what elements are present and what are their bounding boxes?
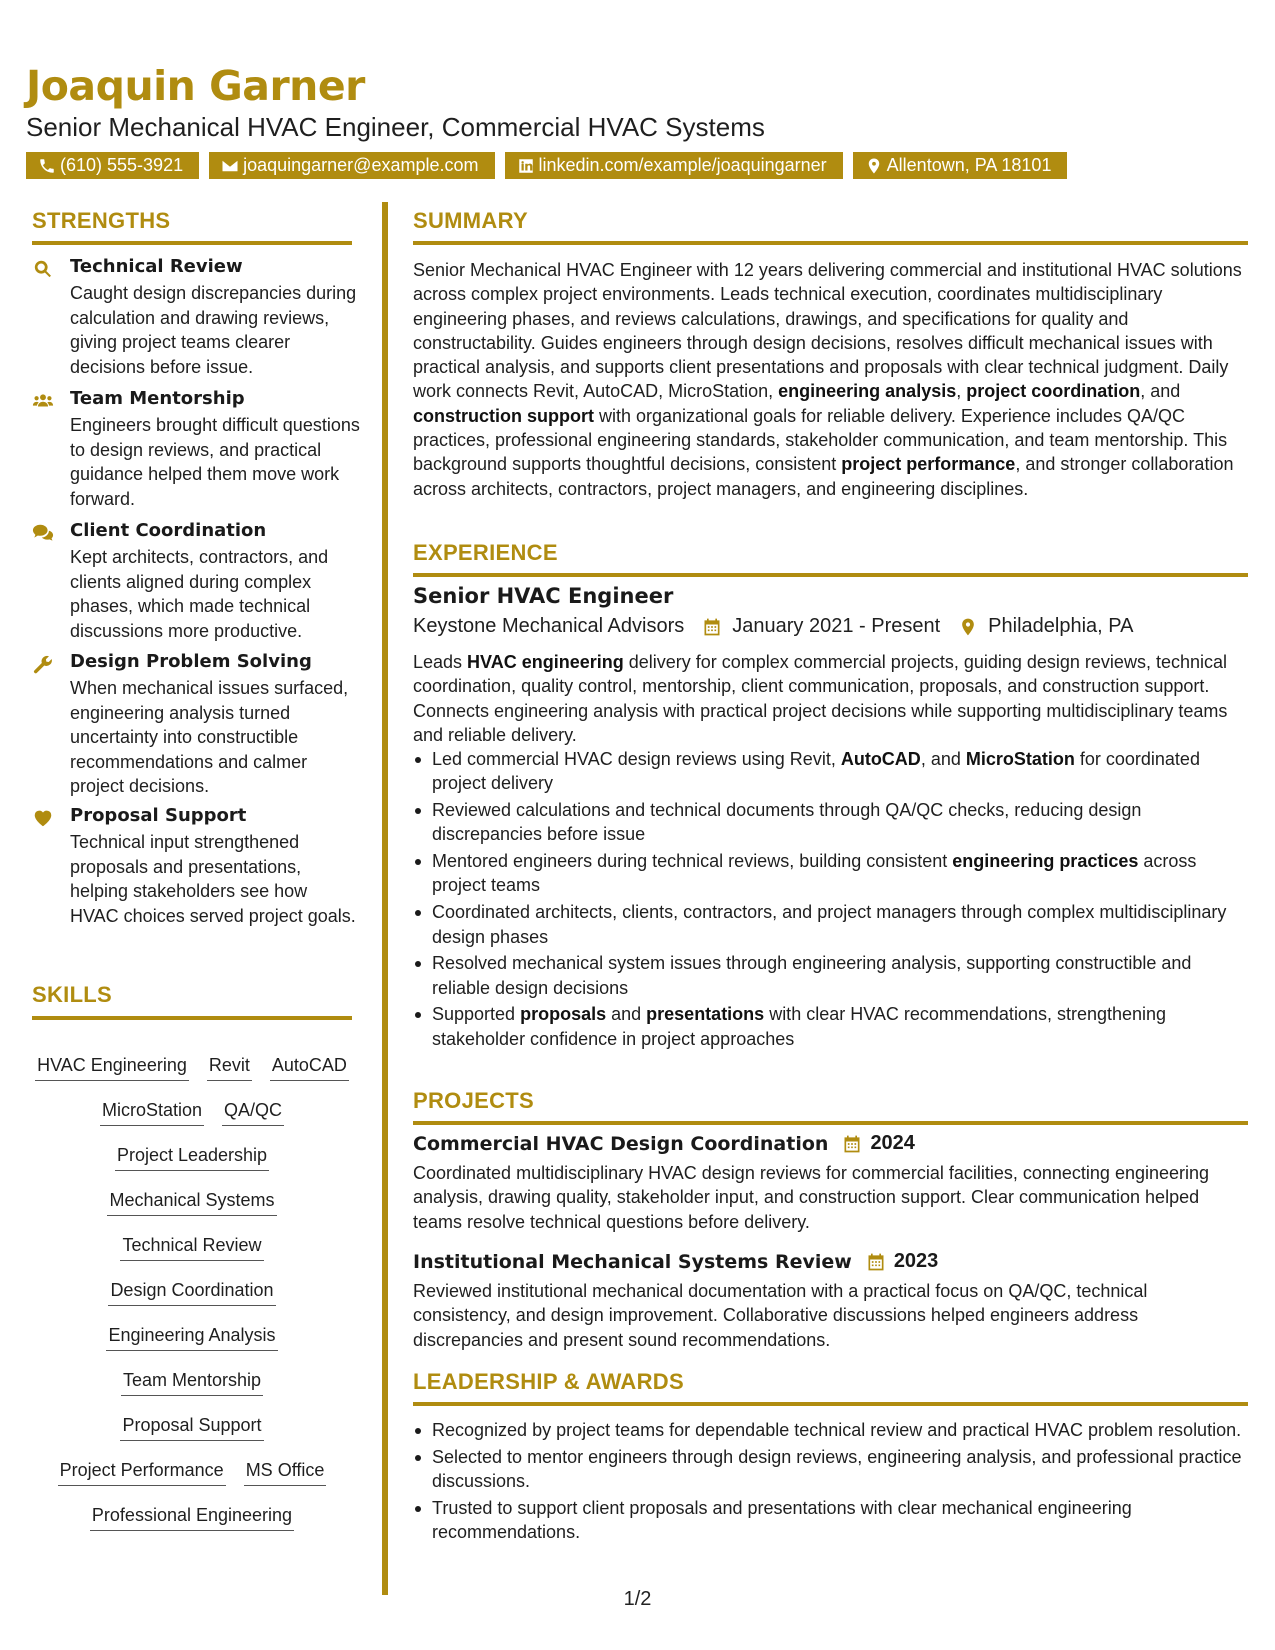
contact-email-text: joaquingarner@example.com	[243, 155, 479, 175]
contact-linkedin-text: linkedin.com/example/joaquingarner	[538, 155, 827, 175]
contact-bar	[26, 152, 1067, 179]
summary-rule	[413, 241, 1248, 245]
page-number: 1/2	[623, 1588, 652, 1610]
experience-rule	[413, 573, 1248, 577]
skill-tag: QA/QC	[222, 1100, 284, 1126]
leadership-bullet: Recognized by project teams for dependable technical review and practical HVAC problem resolution.	[413, 1418, 1248, 1442]
strength-desc: Caught design discrepancies during calculation and drawing reviews, giving project teams clearer decisions before issue.	[70, 283, 357, 377]
leadership-heading: LEADERSHIP & AWARDS	[413, 1369, 684, 1394]
leadership-bullet: Trusted to support client proposals and presentations with clear mechanical engineering recommendations.	[413, 1496, 1248, 1545]
job-bullet: Coordinated architects, clients, contractors, and project managers through complex multidisciplinary design phases	[413, 900, 1248, 949]
job-intro: Leads HVAC engineering delivery for complex commercial projects, guiding design reviews, technical coordination, quality control, mentorship, client communication, proposals, and construction support. Connects engineering analysis with practical project decisions while supporting multidisciplinary teams and reliable delivery.	[413, 652, 1228, 745]
calendar-icon	[842, 1134, 862, 1154]
skill-tag: MS Office	[244, 1460, 327, 1486]
skill-tag: Engineering Analysis	[106, 1325, 277, 1351]
project-year: 2023	[893, 1250, 939, 1272]
contact-phone-text: (610) 555-3921	[60, 155, 184, 175]
skill-tag: MicroStation	[100, 1100, 204, 1126]
job-bullet: Led commercial HVAC design reviews using Revit, AutoCAD, and MicroStation for coordinated project delivery	[413, 747, 1248, 796]
strength-title: Design Problem Solving	[70, 651, 312, 672]
strengths-rule	[32, 241, 352, 245]
skills-list	[32, 1055, 352, 1550]
project-desc: Coordinated multidisciplinary HVAC design reviews for commercial facilities, connecting engineering analysis, drawing quality, stakeholder input, and construction support. Clear communication helped teams resolve technical questions before delivery.	[413, 1163, 1210, 1232]
project-title-row	[413, 1250, 938, 1273]
project-title: Commercial HVAC Design Coordination	[413, 1132, 829, 1155]
comments-icon	[32, 522, 54, 544]
job-location: Philadelphia, PA	[988, 615, 1134, 637]
strength-desc: Engineers brought difficult questions to design reviews, and practical guidance helped them move work forward.	[70, 415, 360, 509]
skill-tag: Mechanical Systems	[107, 1190, 276, 1216]
skill-tag: Design Coordination	[108, 1280, 275, 1306]
skill-tag: Proposal Support	[120, 1415, 263, 1441]
contact-email[interactable]	[209, 152, 494, 179]
job-title: Senior HVAC Engineer	[413, 584, 674, 608]
job-dates: January 2021 - Present	[732, 615, 941, 637]
strength-title: Client Coordination	[70, 520, 267, 541]
contact-location-text: Allentown, PA 18101	[886, 155, 1052, 175]
skill-tag: Technical Review	[120, 1235, 263, 1261]
wrench-icon	[32, 653, 54, 675]
map-pin-icon	[958, 617, 978, 637]
users-icon	[32, 390, 54, 412]
experience-heading: EXPERIENCE	[413, 540, 558, 565]
skill-tag: Project Performance	[58, 1460, 226, 1486]
heart-icon	[32, 807, 54, 829]
skills-heading: SKILLS	[32, 982, 113, 1007]
leadership-bullet: Selected to mentor engineers through design reviews, engineering analysis, and professional practice discussions.	[413, 1445, 1248, 1494]
project-title: Institutional Mechanical Systems Review	[413, 1250, 852, 1273]
summary-text: Senior Mechanical HVAC Engineer with 12 years delivering commercial and institutional HVAC solutions across complex project environments. Leads technical execution, coordinates multidisciplinary engineering phases, and reviews calculations, drawings, and specifications for quality and constructability. Guides engineers through design decisions, resolves difficult mechanical issues with practical analysis, and supports client presentations and proposals with clear technical judgment. Daily work connects Revit, AutoCAD, MicroStation, engineering analysis, project coordination, and construction support with organizational goals for reliable delivery. Experience includes QA/QC practices, professional engineering standards, stakeholder communication, and team mentorship. This background supports thoughtful decisions, consistent project performance, and stronger collaboration across architects, contractors, project managers, and engineering disciplines.	[413, 260, 1242, 499]
job-bullet: Mentored engineers during technical reviews, building consistent engineering practices across project teams	[413, 849, 1248, 898]
strengths-heading: STRENGTHS	[32, 208, 171, 233]
strength-title: Team Mentorship	[70, 388, 245, 409]
job-bullet: Supported proposals and presentations with clear HVAC recommendations, strengthening stakeholder confidence in project approaches	[413, 1002, 1248, 1051]
job-meta	[413, 615, 1133, 638]
strength-desc: Technical input strengthened proposals and presentations, helping stakeholders see how HVAC choices served project goals.	[70, 832, 356, 926]
strength-desc: When mechanical issues surfaced, engineering analysis turned uncertainty into constructible recommendations and calmer project decisions.	[70, 678, 349, 796]
strength-title: Proposal Support	[70, 805, 247, 826]
strength-title: Technical Review	[70, 256, 243, 277]
skills-rule	[32, 1016, 352, 1020]
skill-tag: Project Leadership	[115, 1145, 269, 1171]
project-title-row	[413, 1132, 915, 1155]
contact-linkedin[interactable]	[505, 152, 843, 179]
projects-heading: PROJECTS	[413, 1088, 534, 1113]
search-icon	[32, 258, 54, 280]
leadership-rule	[413, 1402, 1248, 1406]
job-bullets	[413, 747, 1248, 1054]
candidate-name: Joaquin Garner	[26, 62, 365, 110]
strength-desc: Kept architects, contractors, and clients aligned during complex phases, which made technical discussions more productive.	[70, 547, 329, 641]
leadership-bullets	[413, 1418, 1248, 1547]
project-year: 2024	[870, 1132, 915, 1154]
phone-icon	[38, 157, 56, 175]
map-pin-icon	[865, 157, 883, 175]
calendar-icon	[866, 1252, 886, 1272]
linkedin-icon	[517, 157, 535, 175]
envelope-icon	[221, 157, 239, 175]
skill-tag: Team Mentorship	[121, 1370, 263, 1396]
summary-heading: SUMMARY	[413, 208, 528, 233]
skill-tag: Revit	[207, 1055, 252, 1081]
contact-phone[interactable]	[26, 152, 199, 179]
candidate-headline: Senior Mechanical HVAC Engineer, Commercial HVAC Systems	[26, 112, 765, 142]
contact-location	[853, 152, 1068, 179]
job-bullet: Resolved mechanical system issues through engineering analysis, supporting constructible and reliable design decisions	[413, 951, 1248, 1000]
projects-rule	[413, 1121, 1248, 1125]
job-company: Keystone Mechanical Advisors	[413, 615, 685, 637]
job-bullet: Reviewed calculations and technical documents through QA/QC checks, reducing design discrepancies before issue	[413, 798, 1248, 847]
skill-tag: HVAC Engineering	[35, 1055, 189, 1081]
skill-tag: AutoCAD	[270, 1055, 349, 1081]
column-divider	[382, 202, 388, 1595]
calendar-icon	[702, 617, 722, 637]
skill-tag: Professional Engineering	[90, 1505, 294, 1531]
project-desc: Reviewed institutional mechanical documentation with a practical focus on QA/QC, technical consistency, and design improvement. Collaborative discussions helped engineers address discrepancies and present sound recommendations.	[413, 1281, 1148, 1350]
